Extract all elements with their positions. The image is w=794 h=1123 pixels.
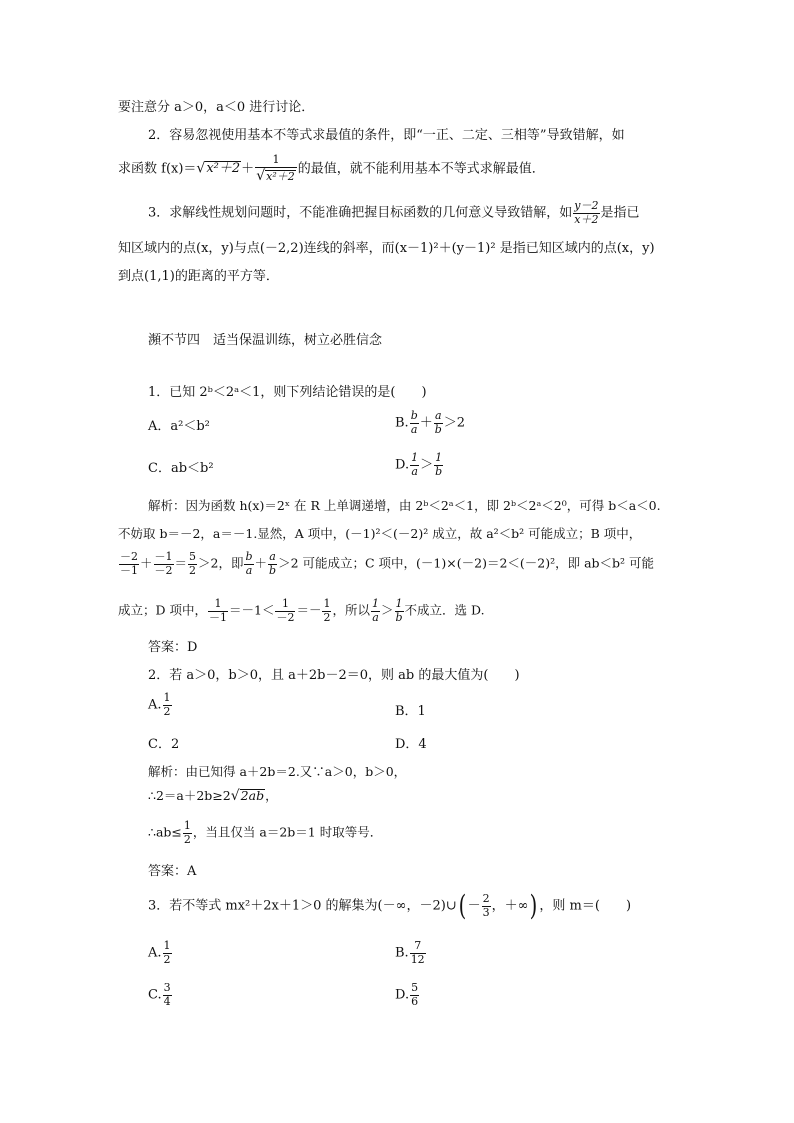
numerator: 1 (395, 597, 403, 610)
denominator: 2 (323, 610, 331, 624)
text: ，＋∞ (491, 898, 529, 914)
fraction (434, 452, 443, 478)
text: ， (265, 788, 278, 803)
denominator: b (269, 563, 277, 577)
numerator: 2 (482, 891, 490, 905)
fraction (268, 551, 277, 577)
numerator: 7 (410, 940, 426, 954)
denominator: 12 (410, 952, 425, 966)
note-item-3-line-1 (148, 200, 640, 226)
option-label: C. (148, 987, 162, 1003)
fraction (154, 551, 174, 577)
q2-solution-line-3 (148, 820, 382, 846)
fraction (410, 940, 426, 966)
q1-answer: 答案：D (148, 640, 198, 655)
text: ＞2 (443, 415, 466, 431)
numerator: 5 (189, 550, 197, 563)
denominator: －1 (120, 563, 138, 577)
option-label: B. (395, 415, 409, 431)
q1-solution-line-2: 不妨取 b＝－2，a＝－1.显然，A 项中，(－1)²＜(－2)² 成立，故 a²＜b² 可能成立；B 项中， (118, 526, 642, 541)
fraction (410, 452, 419, 478)
text: ，则 m＝( ) (539, 898, 632, 914)
note-item-3-line-3: 到点(1,1)的距离的平方等． (118, 269, 279, 284)
text: ＋ (254, 555, 268, 571)
denominator: 4 (163, 994, 171, 1008)
left-paren: ( (458, 889, 466, 922)
q3-stem (148, 889, 632, 922)
numerator: b (245, 550, 253, 563)
fraction (275, 598, 295, 624)
q1-option-b (395, 410, 465, 436)
denominator: －2 (276, 610, 295, 624)
section-title: 瀕不节四 适当保温训练，树立必胜信念 (148, 333, 383, 348)
option-label: D. (395, 457, 410, 473)
q1-stem: 1．已知 2ᵇ＜2ᵃ＜1，则下列结论错误的是( ) (148, 385, 427, 400)
text: ＝－ (296, 602, 322, 618)
q3-option-c (148, 982, 173, 1008)
text: ＞2，即 (198, 555, 244, 571)
note-item-3-line-2: 知区域内的点(x，y)与点(－2,2)连线的斜率，而(x－1)²＋(y－1)² 是指已知区域内的点(x，y) (118, 241, 655, 256)
q1-solution-line-4 (118, 598, 485, 624)
text: 不成立．选 D. (404, 602, 485, 618)
denominator: －1 (209, 610, 227, 624)
denominator: 3 (482, 905, 490, 919)
fraction (395, 598, 404, 624)
text: 的最值，就不能利用基本不等式求解最值． (297, 161, 545, 177)
sqrt-content: x²＋2 (266, 169, 295, 183)
denominator: a (411, 464, 418, 478)
numerator: 1 (411, 451, 419, 464)
option-label: B. (395, 945, 409, 961)
q2-option-c: C．2 (148, 737, 180, 752)
fraction (188, 551, 197, 577)
fraction (434, 410, 443, 436)
text: ＝ (174, 555, 188, 571)
q1-option-d (395, 452, 444, 478)
denominator: √x²＋2 (256, 167, 295, 184)
sqrt-sign: √ (230, 788, 240, 804)
fraction (322, 598, 331, 624)
note-item-2-line-1: 2．容易忽视使用基本不等式求最值的条件，即“一正、二定、三相等”导致错解，如 (148, 128, 625, 143)
option-label: D. (395, 987, 410, 1003)
numerator: a (269, 550, 276, 563)
numerator: 1 (323, 597, 331, 610)
sqrt-content: 2ab (240, 788, 265, 803)
numerator: 1 (163, 691, 171, 704)
text: ＞2 可能成立；C 项中，(－1)×(－2)＝2＜(－2)²，即 ab＜b² 可能 (278, 555, 655, 571)
text: － (467, 898, 481, 914)
denominator: 6 (411, 994, 419, 1008)
q2-option-b: B．1 (395, 704, 426, 719)
fraction (482, 893, 491, 919)
numerator: 1 (435, 451, 443, 464)
denominator: 2 (163, 952, 171, 966)
denominator: b (434, 422, 442, 436)
q1-solution-line-3 (118, 551, 654, 577)
fraction (163, 982, 172, 1008)
text: ＞ (380, 602, 394, 618)
denominator: b (395, 610, 403, 624)
text: 求函数 f(x)＝ (118, 161, 197, 177)
denominator: 2 (163, 704, 171, 718)
denominator: 2 (189, 563, 197, 577)
q1-solution-line-1: 解析：因为函数 h(x)＝2ˣ 在 R 上单调递增，由 2ᵇ＜2ᵃ＜1，即 2ᵇ＜2ᵃ＜2⁰，可得 b＜a＜0. (148, 498, 661, 513)
q2-answer: 答案：A (148, 864, 197, 879)
numerator: a (434, 409, 442, 422)
denominator: a (245, 563, 253, 577)
q2-solution-line-2 (148, 789, 278, 803)
q3-option-a (148, 940, 173, 966)
note-item-2-line-2 (118, 154, 545, 184)
sqrt-content: x²＋2 (206, 161, 241, 177)
fraction (163, 940, 172, 966)
numerator: 1 (208, 598, 228, 612)
text: ＞ (420, 457, 434, 473)
q1-option-a: A．a²＜b² (148, 419, 210, 434)
sqrt-sign: √ (196, 160, 206, 177)
text: ＝－1＜ (229, 602, 275, 618)
numerator: －2 (120, 550, 138, 563)
denominator: －2 (154, 563, 173, 577)
text: 3．若不等式 mx²＋2x＋1＞0 的解集为(－∞，－2)∪ (148, 898, 457, 914)
text: ＋ (140, 555, 153, 571)
text: 3．求解线性规划问题时，不能准确把握目标函数的几何意义导致错解，如 (148, 205, 573, 221)
q2-stem: 2．若 a＞0，b＞0，且 a＋2b－2＝0，则 ab 的最大值为( ) (148, 668, 520, 683)
fraction (255, 154, 297, 184)
numerator: 1 (163, 939, 171, 952)
text: ，当且仅当 a＝2b＝1 时取等号． (192, 824, 383, 840)
option-label: A. (148, 697, 162, 713)
numerator: 1 (255, 154, 297, 168)
fraction (371, 598, 380, 624)
numerator: y－2 (574, 199, 599, 212)
numerator: 1 (275, 598, 295, 612)
q2-solution-line-1: 解析：由已知得 a＋2b＝2.又∵a＞0，b＞0， (148, 764, 407, 779)
numerator: 5 (411, 981, 419, 994)
text: ，所以 (332, 602, 370, 618)
numerator: 1 (183, 819, 191, 832)
q3-option-b (395, 940, 427, 966)
text: ＋ (241, 161, 255, 177)
denominator: 2 (183, 832, 191, 846)
q3-option-d (395, 982, 420, 1008)
fraction (208, 598, 228, 624)
q2-option-a (148, 692, 173, 718)
option-label: A. (148, 945, 162, 961)
text: ∴2＝a＋2b≥2 (148, 788, 231, 803)
fraction (573, 200, 599, 226)
denominator: b (435, 464, 443, 478)
denominator: a (410, 422, 418, 436)
numerator: b (410, 409, 418, 422)
fraction (244, 551, 253, 577)
q1-option-c: C．ab＜b² (148, 461, 214, 476)
denominator: a (372, 610, 379, 624)
fraction (410, 410, 419, 436)
text: ∴ab≤ (148, 824, 182, 840)
numerator: －1 (154, 550, 173, 563)
fraction (119, 551, 139, 577)
text: 成立；D 项中， (118, 602, 207, 618)
numerator: 3 (163, 981, 171, 994)
fraction (183, 820, 192, 846)
numerator: 1 (371, 597, 379, 610)
text: ＋ (419, 415, 433, 431)
right-paren: ) (530, 889, 538, 922)
note-line-1: 要注意分 a＞0，a＜0 进行讨论． (118, 100, 315, 115)
q2-option-d: D．4 (395, 737, 427, 752)
fraction (163, 692, 172, 718)
denominator: x＋2 (574, 212, 599, 226)
text: 是指已 (600, 205, 640, 221)
fraction (410, 982, 419, 1008)
